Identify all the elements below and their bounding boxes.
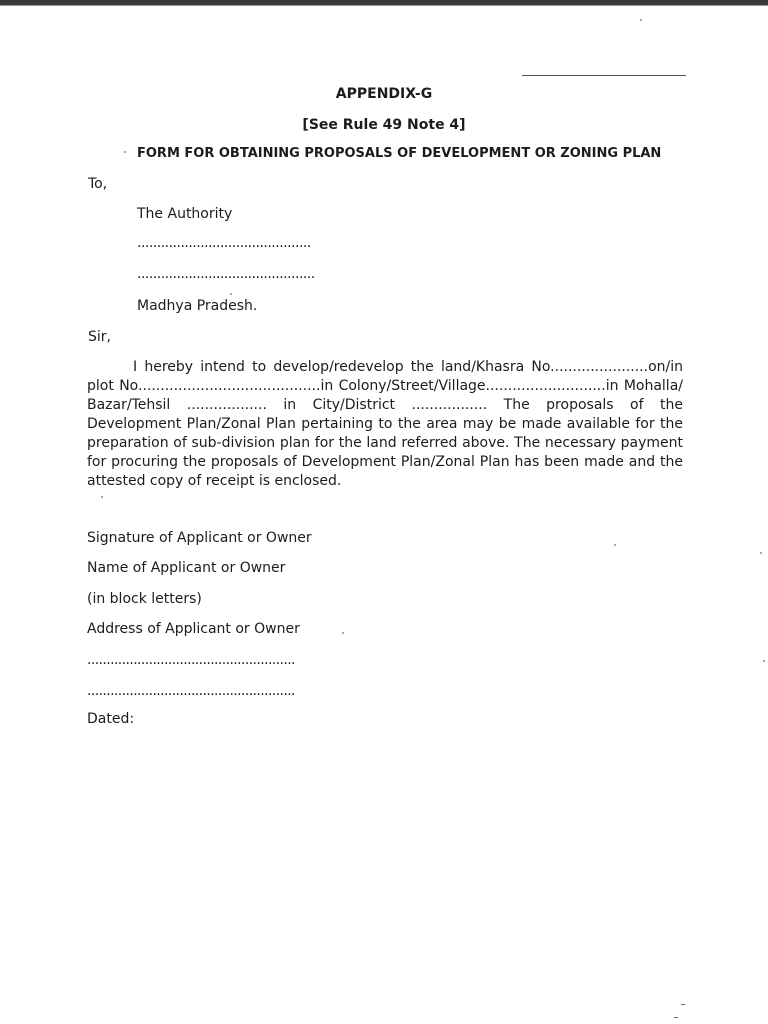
body-paragraph: [87, 358, 683, 491]
applicant-name-label: Name of Applicant or Owner: [87, 560, 286, 576]
appendix-title: APPENDIX-G: [335, 86, 433, 102]
corner-rule-line: [508, 75, 686, 76]
to-label: To,: [88, 176, 108, 192]
body-text: I hereby intend to develop/redevelop the land/Khasra No......................on/in plot No.........................................in Colony/Street/Village...........................in Mohalla/ Bazar/Tehsil .................. in City/District ................. The proposals of the Development Plan/Zonal Plan pertaining to the area may be made available for the preparation of sub-division plan for the land referred above. The necessary payment for procuring the proposals of Development Plan/Zonal Plan has been made and the attested copy of receipt is enclosed.: [87, 359, 683, 489]
block-letters-note: (in block letters): [87, 591, 202, 607]
scan-speck: [760, 552, 762, 554]
corner-rule-gap: [508, 75, 522, 76]
scan-mark: [674, 1017, 678, 1018]
scan-speck: [614, 544, 616, 546]
state-name: Madhya Pradesh.: [137, 298, 258, 314]
scan-speck: [101, 496, 103, 498]
applicant-address-line-1: ......................................................: [87, 652, 295, 668]
scan-speck: [124, 151, 126, 153]
dated-label: Dated:: [87, 711, 135, 727]
rule-reference: [See Rule 49 Note 4]: [302, 117, 466, 133]
applicant-address-label: Address of Applicant or Owner: [87, 621, 300, 637]
scan-top-edge-shadow: [0, 5, 768, 6]
scan-mark: [681, 1004, 685, 1005]
salutation: Sir,: [88, 329, 111, 345]
scan-speck: [640, 19, 642, 21]
scan-speck: [230, 293, 232, 295]
scan-speck: [342, 632, 344, 634]
signature-label: Signature of Applicant or Owner: [87, 530, 312, 546]
form-title: FORM FOR OBTAINING PROPOSALS OF DEVELOPMENT OR ZONING PLAN: [137, 146, 662, 161]
address-blank-line-2: .............................................: [137, 266, 315, 282]
scan-speck: [763, 660, 765, 662]
address-blank-line-1: ............................................: [137, 235, 311, 251]
addressee: The Authority: [137, 206, 233, 222]
applicant-address-line-2: ......................................................: [87, 683, 295, 699]
